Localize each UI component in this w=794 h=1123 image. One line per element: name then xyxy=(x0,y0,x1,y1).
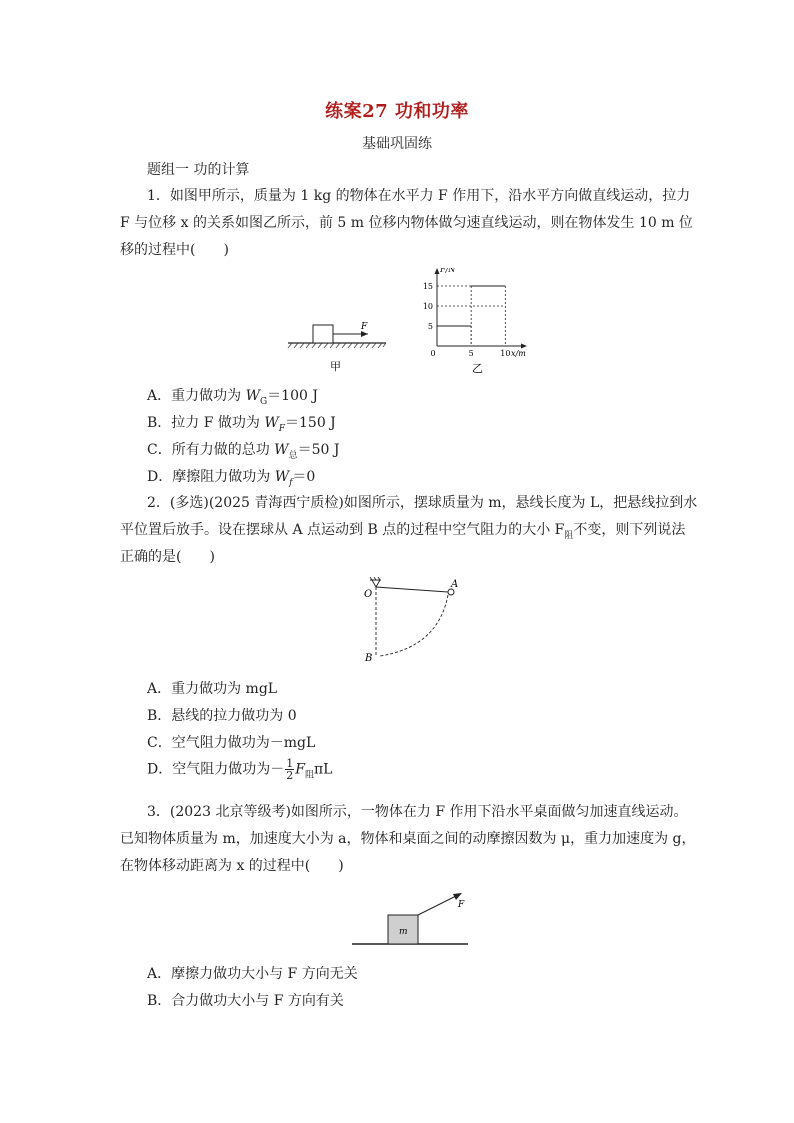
point-b-label: B xyxy=(365,653,373,663)
force-label: F xyxy=(361,322,368,332)
q3-line2: 已知物体质量为 m，加速度大小为 a，物体和桌面之间的动摩擦因数为 μ，重力加速度为 g， xyxy=(120,831,696,847)
figure-label-yi: 乙 xyxy=(472,362,483,375)
force-label: F xyxy=(458,900,465,910)
q3-block-figure xyxy=(350,888,472,952)
block xyxy=(313,325,333,343)
x-axis-arrow xyxy=(521,344,527,349)
q1-line3: 移的过程中( ) xyxy=(120,242,229,258)
q1-option-c: C．所有力做的总功 $W_总=50$ J xyxy=(147,442,340,461)
mass-label: m xyxy=(399,927,408,937)
page-title: 练案27 功和功率 xyxy=(325,101,469,122)
q2-line3: 正确的是( ) xyxy=(120,549,215,565)
arc-path xyxy=(380,595,448,656)
y-tick-label: 5 xyxy=(427,322,433,331)
q2-pendulum-figure xyxy=(360,577,470,663)
q2-option-a: A．重力做功为 mgL xyxy=(147,681,278,697)
q1-chart-yi xyxy=(415,268,535,376)
x-tick-label: 5 xyxy=(468,349,474,358)
q1-line1: 1．如图甲所示，质量为 1 kg 的物体在水平力 F 作用下，沿水平方向做直线运动，拉力 xyxy=(147,188,691,204)
q1-figure-jia xyxy=(286,318,392,374)
figure-label-jia: 甲 xyxy=(330,360,341,373)
point-o-label: O xyxy=(364,589,373,600)
q1-option-b: B．拉力 F 做功为 $W_F=150$ J xyxy=(147,415,336,434)
q2-line1: 2．(多选)(2025 青海西宁质检)如图所示，摆球质量为 m，悬线长度为 L，把悬线拉到水 xyxy=(147,495,698,511)
group-heading: 题组一 功的计算 xyxy=(147,162,250,178)
q1-option-d: D．摩擦阻力做功为 $W_f=0$ xyxy=(147,469,316,488)
q2-option-d: D．空气阻力做功为－ $\frac{1}{2}$ $F_阻\pi L$ xyxy=(147,757,333,782)
q3-line1: 3．(2023 北京等级考)如图所示，一物体在力 F 作用下沿水平桌面做匀加速直线运动。 xyxy=(147,804,688,820)
x-tick-label: 0 xyxy=(430,349,436,358)
ground-hatch xyxy=(288,343,386,348)
force-arrow xyxy=(418,894,460,915)
fraction-half: $\frac{1}{2}$ xyxy=(286,757,294,782)
q1-line2: F 与位移 x 的关系如图乙所示，前 5 m 位移内物体做匀速直线运动，则在物体发生 10 m 位 xyxy=(120,215,693,231)
y-tick-label: 15 xyxy=(422,282,433,291)
q3-option-b: B．合力做功大小与 F 方向有关 xyxy=(147,993,344,1009)
q3-option-a: A．摩擦力做功大小与 F 方向无关 xyxy=(147,966,358,982)
q3-line3: 在物体移动距离为 x 的过程中( ) xyxy=(120,858,344,874)
q1-option-a: A．重力做功为 $W_G=100$ J xyxy=(147,388,318,407)
y-axis-arrow xyxy=(435,268,440,274)
x-axis-label: x/m xyxy=(511,349,526,358)
y-tick-label: 10 xyxy=(422,302,433,311)
q2-option-c: C．空气阻力做功为－mgL xyxy=(147,735,316,751)
q2-option-b: B．悬线的拉力做功为 0 xyxy=(147,708,297,724)
q2-line2: 平位置后放手。设在摆球从 A 点运动到 B 点的过程中空气阻力的大小 $F_阻$不变，则下列说法 xyxy=(120,522,686,541)
x-tick-label: 10 xyxy=(500,349,511,358)
string-line xyxy=(376,587,448,592)
y-axis-label: F/N xyxy=(440,268,456,274)
section-subtitle: 基础巩固练 xyxy=(362,136,432,152)
point-a-label: A xyxy=(451,579,459,590)
force-arrowhead xyxy=(453,893,462,900)
chart-plot xyxy=(423,268,527,358)
